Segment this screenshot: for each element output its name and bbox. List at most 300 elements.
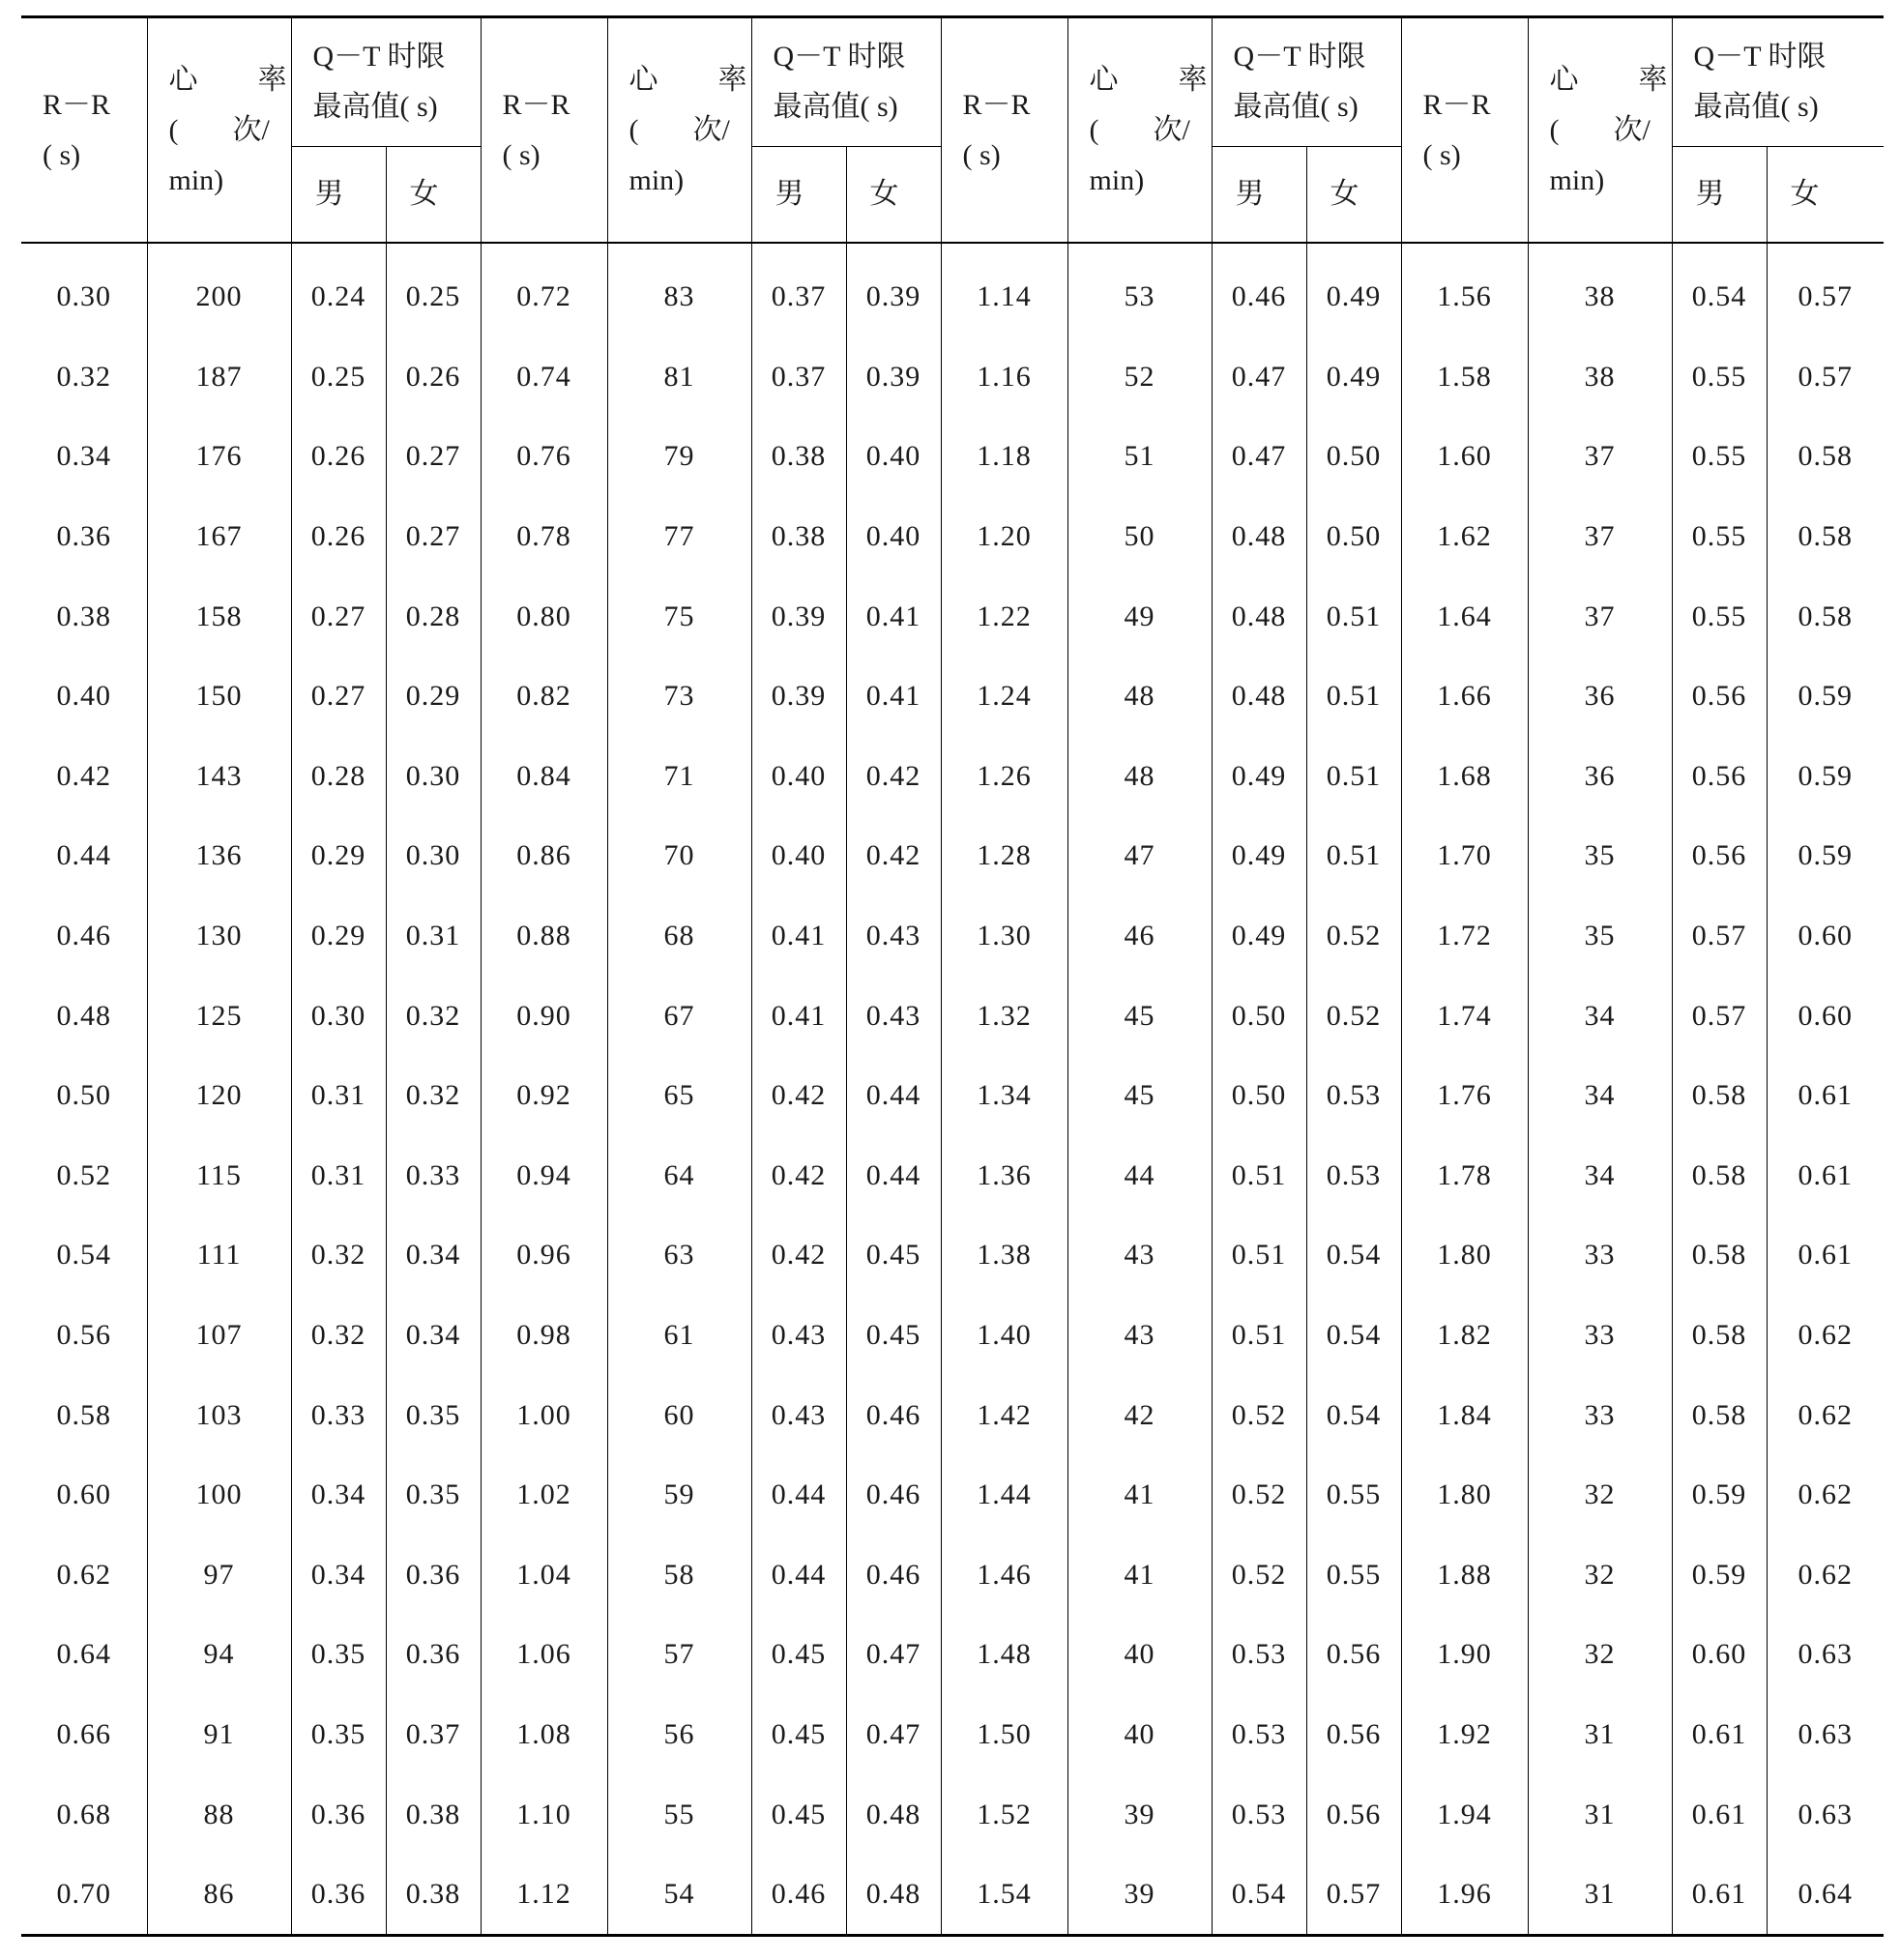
qt-female-cell: 0.62	[1798, 1558, 1854, 1591]
qt-female-cell: 0.53	[1306, 1136, 1401, 1216]
qt-interval-table	[21, 15, 1884, 1937]
table-row	[21, 1455, 1884, 1536]
heart-rate-cell: 187	[147, 337, 291, 418]
qt-male-cell: 0.61	[1672, 1855, 1767, 1936]
qt-male-cell: 0.56	[1672, 737, 1767, 817]
qt-max-header: Q－T 时限 最高值( s)	[291, 17, 481, 147]
heart-rate-cell: 64	[607, 1136, 751, 1216]
heart-rate-cell: 75	[607, 576, 751, 657]
rr-cell: 1.70	[1401, 816, 1528, 896]
qt-male-cell: 0.35	[291, 1615, 386, 1695]
rr-cell: 0.30	[21, 243, 147, 337]
qt-male-cell: 0.61	[1672, 1695, 1767, 1775]
qt-female-cell: 0.54	[1306, 1215, 1401, 1296]
qt-male-cell: 0.56	[1672, 657, 1767, 737]
qt-max-header: Q－T 时限 最高值( s)	[751, 17, 941, 147]
rr-cell: 0.86	[481, 816, 607, 896]
qt-male-cell: 0.34	[291, 1455, 386, 1536]
heart-rate-cell: 115	[147, 1136, 291, 1216]
rr-cell: 1.44	[941, 1455, 1067, 1536]
qt-male-cell: 0.36	[291, 1774, 386, 1855]
rr-cell: 1.02	[481, 1455, 607, 1536]
qt-female-cell: 0.50	[1306, 417, 1401, 497]
qt-female-cell: 0.25	[386, 243, 481, 337]
heart-rate-header: 心 率 ( 次/ min)	[147, 17, 291, 244]
qt-male-cell: 0.26	[291, 497, 386, 577]
qt-female-cell: 0.41	[846, 657, 941, 737]
heart-rate-cell: 83	[607, 243, 751, 337]
qt-male-cell: 0.58	[1672, 1136, 1767, 1216]
rr-cell: 1.10	[481, 1774, 607, 1855]
qt-male-cell: 0.27	[291, 657, 386, 737]
rr-cell: 1.76	[1401, 1056, 1528, 1136]
qt-male-cell: 0.59	[1672, 1455, 1767, 1536]
rr-cell: 1.08	[481, 1695, 607, 1775]
table-row	[21, 576, 1884, 657]
heart-rate-cell: 33	[1528, 1375, 1672, 1455]
heart-rate-cell: 73	[607, 657, 751, 737]
qt-male-cell: 0.56	[1672, 816, 1767, 896]
heart-rate-cell: 150	[147, 657, 291, 737]
female-header: 女	[1767, 147, 1884, 244]
qt-female-cell: 0.35	[386, 1375, 481, 1455]
qt-female-cell: 0.56	[1306, 1774, 1401, 1855]
qt-female-cell: 0.63	[1798, 1638, 1854, 1671]
qt-male-cell: 0.53	[1212, 1615, 1306, 1695]
heart-rate-cell: 61	[607, 1296, 751, 1376]
heart-rate-cell: 136	[147, 816, 291, 896]
female-header: 女	[386, 147, 481, 244]
qt-female-cell: 0.47	[846, 1615, 941, 1695]
qt-female-cell: 0.28	[386, 576, 481, 657]
qt-female-cell: 0.36	[386, 1536, 481, 1616]
qt-male-cell: 0.40	[751, 816, 846, 896]
rr-cell: 1.50	[941, 1695, 1067, 1775]
qt-male-cell: 0.40	[751, 737, 846, 817]
qt-male-cell: 0.48	[1212, 497, 1306, 577]
heart-rate-cell: 200	[147, 243, 291, 337]
heart-rate-header: 心 率 ( 次/ min)	[1528, 17, 1672, 244]
heart-rate-cell: 33	[1528, 1296, 1672, 1376]
heart-rate-cell: 47	[1067, 816, 1212, 896]
qt-female-cell: 0.42	[846, 816, 941, 896]
table-body	[21, 243, 1884, 1936]
female-header: 女	[846, 147, 941, 244]
qt-female-cell: 0.57	[1306, 1855, 1401, 1936]
rr-cell: 0.44	[21, 816, 147, 896]
rr-cell: 1.26	[941, 737, 1067, 817]
heart-rate-cell: 53	[1067, 243, 1212, 337]
qt-male-cell: 0.51	[1212, 1136, 1306, 1216]
qt-male-cell: 0.55	[1672, 497, 1767, 577]
heart-rate-cell: 31	[1528, 1855, 1672, 1936]
heart-rate-cell: 125	[147, 976, 291, 1056]
heart-rate-cell: 35	[1528, 896, 1672, 977]
table-row	[21, 497, 1884, 577]
qt-female-cell: 0.38	[386, 1855, 481, 1936]
rr-cell: 1.22	[941, 576, 1067, 657]
qt-female-cell: 0.54	[1306, 1296, 1401, 1376]
heart-rate-cell: 36	[1528, 737, 1672, 817]
qt-male-cell: 0.33	[291, 1375, 386, 1455]
heart-rate-cell: 81	[607, 337, 751, 418]
qt-female-cell: 0.56	[1306, 1695, 1401, 1775]
rr-cell: 0.56	[21, 1296, 147, 1376]
qt-female-cell: 0.52	[1306, 976, 1401, 1056]
qt-female-cell: 0.48	[846, 1774, 941, 1855]
qt-female-cell: 0.46	[846, 1536, 941, 1616]
heart-rate-cell: 37	[1528, 417, 1672, 497]
heart-rate-cell: 60	[607, 1375, 751, 1455]
qt-female-cell: 0.41	[846, 576, 941, 657]
rr-cell: 0.98	[481, 1296, 607, 1376]
qt-male-cell: 0.26	[291, 417, 386, 497]
qt-male-cell: 0.42	[751, 1056, 846, 1136]
qt-female-cell: 0.53	[1306, 1056, 1401, 1136]
qt-male-cell: 0.55	[1672, 337, 1767, 418]
table-row	[21, 737, 1884, 817]
qt-male-cell: 0.45	[751, 1695, 846, 1775]
heart-rate-cell: 51	[1067, 417, 1212, 497]
heart-rate-cell: 48	[1067, 657, 1212, 737]
qt-female-cell: 0.61	[1798, 1158, 1854, 1191]
heart-rate-cell: 38	[1528, 243, 1672, 337]
heart-rate-cell: 167	[147, 497, 291, 577]
qt-male-cell: 0.41	[751, 896, 846, 977]
qt-female-cell: 0.26	[386, 337, 481, 418]
rr-cell: 0.34	[21, 417, 147, 497]
heart-rate-cell: 32	[1528, 1615, 1672, 1695]
table-row	[21, 1536, 1884, 1616]
rr-cell: 0.88	[481, 896, 607, 977]
rr-cell: 0.70	[21, 1855, 147, 1936]
qt-male-cell: 0.42	[751, 1215, 846, 1296]
heart-rate-cell: 176	[147, 417, 291, 497]
qt-male-cell: 0.31	[291, 1056, 386, 1136]
qt-male-cell: 0.49	[1212, 816, 1306, 896]
qt-female-cell: 0.51	[1306, 657, 1401, 737]
qt-female-cell: 0.62	[1798, 1398, 1854, 1431]
table-row	[21, 816, 1884, 896]
heart-rate-cell: 54	[607, 1855, 751, 1936]
heart-rate-cell: 63	[607, 1215, 751, 1296]
male-header: 男	[291, 147, 386, 244]
heart-rate-cell: 130	[147, 896, 291, 977]
rr-cell: 1.24	[941, 657, 1067, 737]
rr-cell: 0.32	[21, 337, 147, 418]
qt-female-cell: 0.63	[1798, 1798, 1854, 1830]
rr-cell: 1.06	[481, 1615, 607, 1695]
rr-cell: 1.62	[1401, 497, 1528, 577]
qt-female-cell: 0.45	[846, 1296, 941, 1376]
rr-cell: 1.30	[941, 896, 1067, 977]
rr-cell: 1.68	[1401, 737, 1528, 817]
rr-cell: 1.90	[1401, 1615, 1528, 1695]
qt-male-cell: 0.54	[1672, 243, 1767, 337]
heart-rate-cell: 79	[607, 417, 751, 497]
qt-male-cell: 0.51	[1212, 1215, 1306, 1296]
rr-cell: 1.84	[1401, 1375, 1528, 1455]
qt-female-cell: 0.51	[1306, 816, 1401, 896]
heart-rate-cell: 91	[147, 1695, 291, 1775]
qt-male-cell: 0.46	[751, 1855, 846, 1936]
heart-rate-cell: 41	[1067, 1536, 1212, 1616]
qt-female-cell: 0.56	[1306, 1615, 1401, 1695]
qt-male-cell: 0.55	[1672, 576, 1767, 657]
rr-cell: 1.80	[1401, 1455, 1528, 1536]
rr-cell: 0.52	[21, 1136, 147, 1216]
rr-header: R－R ( s)	[941, 17, 1067, 244]
heart-rate-cell: 50	[1067, 497, 1212, 577]
rr-cell: 1.66	[1401, 657, 1528, 737]
heart-rate-cell: 40	[1067, 1695, 1212, 1775]
qt-male-cell: 0.37	[751, 243, 846, 337]
qt-female-cell: 0.46	[846, 1455, 941, 1536]
qt-female-cell: 0.55	[1306, 1536, 1401, 1616]
heart-rate-cell: 40	[1067, 1615, 1212, 1695]
rr-header: R－R ( s)	[21, 17, 147, 244]
qt-female-cell: 0.61	[1798, 1239, 1854, 1272]
qt-female-cell: 0.62	[1798, 1478, 1854, 1511]
qt-female-cell: 0.58	[1798, 520, 1854, 553]
qt-female-cell: 0.36	[386, 1615, 481, 1695]
qt-male-cell: 0.25	[291, 337, 386, 418]
heart-rate-cell: 56	[607, 1695, 751, 1775]
qt-male-cell: 0.60	[1672, 1615, 1767, 1695]
heart-rate-cell: 68	[607, 896, 751, 977]
rr-cell: 0.62	[21, 1536, 147, 1616]
qt-male-cell: 0.29	[291, 816, 386, 896]
qt-female-cell: 0.32	[386, 1056, 481, 1136]
table-row	[21, 976, 1884, 1056]
rr-cell: 1.04	[481, 1536, 607, 1616]
qt-female-cell: 0.42	[846, 737, 941, 817]
qt-male-cell: 0.57	[1672, 976, 1767, 1056]
qt-male-cell: 0.29	[291, 896, 386, 977]
rr-cell: 1.94	[1401, 1774, 1528, 1855]
qt-male-cell: 0.30	[291, 976, 386, 1056]
qt-female-cell: 0.33	[386, 1136, 481, 1216]
qt-male-cell: 0.48	[1212, 657, 1306, 737]
heart-rate-cell: 38	[1528, 337, 1672, 418]
qt-male-cell: 0.50	[1212, 976, 1306, 1056]
qt-female-cell: 0.29	[386, 657, 481, 737]
qt-female-cell: 0.34	[386, 1296, 481, 1376]
table-row	[21, 1774, 1884, 1855]
rr-cell: 0.72	[481, 243, 607, 337]
heart-rate-cell: 103	[147, 1375, 291, 1455]
heart-rate-cell: 45	[1067, 1056, 1212, 1136]
rr-cell: 1.32	[941, 976, 1067, 1056]
rr-cell: 1.54	[941, 1855, 1067, 1936]
qt-female-cell: 0.52	[1306, 896, 1401, 977]
qt-male-cell: 0.57	[1672, 896, 1767, 977]
heart-rate-cell: 32	[1528, 1455, 1672, 1536]
rr-cell: 0.46	[21, 896, 147, 977]
qt-female-cell: 0.58	[1798, 600, 1854, 632]
table-row	[21, 1296, 1884, 1376]
table-row	[21, 896, 1884, 977]
heart-rate-cell: 111	[147, 1215, 291, 1296]
qt-male-cell: 0.47	[1212, 337, 1306, 418]
qt-female-cell: 0.51	[1306, 576, 1401, 657]
qt-female-cell: 0.37	[386, 1695, 481, 1775]
heart-rate-cell: 55	[607, 1774, 751, 1855]
qt-female-cell: 0.34	[386, 1215, 481, 1296]
qt-male-cell: 0.58	[1672, 1215, 1767, 1296]
rr-cell: 0.58	[21, 1375, 147, 1455]
rr-cell: 0.68	[21, 1774, 147, 1855]
heart-rate-cell: 70	[607, 816, 751, 896]
qt-male-cell: 0.58	[1672, 1375, 1767, 1455]
qt-male-cell: 0.36	[291, 1855, 386, 1936]
qt-male-cell: 0.55	[1672, 417, 1767, 497]
heart-rate-cell: 77	[607, 497, 751, 577]
heart-rate-cell: 58	[607, 1536, 751, 1616]
table-row	[21, 1375, 1884, 1455]
qt-male-cell: 0.44	[751, 1536, 846, 1616]
qt-male-cell: 0.45	[751, 1615, 846, 1695]
male-header: 男	[1212, 147, 1306, 244]
heart-rate-cell: 65	[607, 1056, 751, 1136]
rr-cell: 0.66	[21, 1695, 147, 1775]
qt-female-cell: 0.38	[386, 1774, 481, 1855]
rr-cell: 1.48	[941, 1615, 1067, 1695]
qt-female-cell: 0.44	[846, 1136, 941, 1216]
heart-rate-cell: 33	[1528, 1215, 1672, 1296]
qt-female-cell: 0.39	[846, 337, 941, 418]
qt-female-cell: 0.61	[1798, 1079, 1854, 1112]
rr-cell: 1.14	[941, 243, 1067, 337]
qt-male-cell: 0.32	[291, 1296, 386, 1376]
qt-male-cell: 0.52	[1212, 1536, 1306, 1616]
heart-rate-cell: 32	[1528, 1536, 1672, 1616]
qt-male-cell: 0.49	[1212, 737, 1306, 817]
qt-female-cell: 0.54	[1306, 1375, 1401, 1455]
rr-cell: 1.40	[941, 1296, 1067, 1376]
qt-male-cell: 0.39	[751, 576, 846, 657]
heart-rate-cell: 45	[1067, 976, 1212, 1056]
qt-male-cell: 0.51	[1212, 1296, 1306, 1376]
qt-female-cell: 0.49	[1306, 243, 1401, 337]
rr-cell: 0.60	[21, 1455, 147, 1536]
rr-cell: 1.88	[1401, 1536, 1528, 1616]
heart-rate-cell: 43	[1067, 1215, 1212, 1296]
rr-cell: 1.78	[1401, 1136, 1528, 1216]
heart-rate-cell: 100	[147, 1455, 291, 1536]
heart-rate-cell: 48	[1067, 737, 1212, 817]
heart-rate-cell: 97	[147, 1536, 291, 1616]
rr-cell: 1.74	[1401, 976, 1528, 1056]
rr-cell: 0.82	[481, 657, 607, 737]
rr-header: R－R ( s)	[1401, 17, 1528, 244]
rr-cell: 0.36	[21, 497, 147, 577]
qt-male-cell: 0.39	[751, 657, 846, 737]
heart-rate-cell: 34	[1528, 976, 1672, 1056]
qt-female-cell: 0.57	[1798, 280, 1854, 313]
qt-max-header: Q－T 时限 最高值( s)	[1212, 17, 1401, 147]
rr-cell: 1.12	[481, 1855, 607, 1936]
rr-cell: 0.90	[481, 976, 607, 1056]
rr-cell: 0.78	[481, 497, 607, 577]
heart-rate-cell: 43	[1067, 1296, 1212, 1376]
heart-rate-header: 心 率 ( 次/ min)	[1067, 17, 1212, 244]
heart-rate-cell: 52	[1067, 337, 1212, 418]
heart-rate-cell: 44	[1067, 1136, 1212, 1216]
table-row	[21, 1615, 1884, 1695]
qt-female-cell: 0.43	[846, 976, 941, 1056]
heart-rate-cell: 39	[1067, 1855, 1212, 1936]
heart-rate-cell: 120	[147, 1056, 291, 1136]
rr-cell: 1.34	[941, 1056, 1067, 1136]
heart-rate-cell: 88	[147, 1774, 291, 1855]
rr-cell: 0.40	[21, 657, 147, 737]
heart-rate-cell: 143	[147, 737, 291, 817]
qt-male-cell: 0.41	[751, 976, 846, 1056]
qt-female-cell: 0.43	[846, 896, 941, 977]
heart-rate-cell: 37	[1528, 497, 1672, 577]
qt-female-cell: 0.50	[1306, 497, 1401, 577]
qt-female-cell: 0.63	[1798, 1717, 1854, 1750]
rr-cell: 1.60	[1401, 417, 1528, 497]
table-row	[21, 1695, 1884, 1775]
qt-female-cell: 0.40	[846, 497, 941, 577]
rr-cell: 0.54	[21, 1215, 147, 1296]
qt-female-cell: 0.59	[1798, 680, 1854, 713]
rr-cell: 1.64	[1401, 576, 1528, 657]
qt-male-cell: 0.58	[1672, 1056, 1767, 1136]
qt-female-cell: 0.48	[846, 1855, 941, 1936]
qt-female-cell: 0.30	[386, 737, 481, 817]
rr-cell: 1.28	[941, 816, 1067, 896]
qt-female-cell: 0.45	[846, 1215, 941, 1296]
rr-cell: 0.42	[21, 737, 147, 817]
table-row	[21, 1136, 1884, 1216]
rr-cell: 0.50	[21, 1056, 147, 1136]
male-header: 男	[751, 147, 846, 244]
rr-cell: 1.36	[941, 1136, 1067, 1216]
qt-female-cell: 0.62	[1798, 1319, 1854, 1352]
rr-header: R－R ( s)	[481, 17, 607, 244]
qt-male-cell: 0.44	[751, 1455, 846, 1536]
qt-male-cell: 0.54	[1212, 1855, 1306, 1936]
heart-rate-cell: 46	[1067, 896, 1212, 977]
heart-rate-cell: 59	[607, 1455, 751, 1536]
qt-female-cell: 0.32	[386, 976, 481, 1056]
rr-cell: 1.38	[941, 1215, 1067, 1296]
rr-cell: 1.20	[941, 497, 1067, 577]
qt-male-cell: 0.38	[751, 497, 846, 577]
qt-female-cell: 0.39	[846, 243, 941, 337]
heart-rate-cell: 31	[1528, 1695, 1672, 1775]
rr-cell: 1.46	[941, 1536, 1067, 1616]
heart-rate-cell: 34	[1528, 1136, 1672, 1216]
qt-female-cell: 0.59	[1798, 839, 1854, 872]
qt-female-cell: 0.49	[1306, 337, 1401, 418]
table-row	[21, 1056, 1884, 1136]
rr-cell: 1.52	[941, 1774, 1067, 1855]
rr-cell: 0.96	[481, 1215, 607, 1296]
rr-cell: 0.48	[21, 976, 147, 1056]
rr-cell: 0.74	[481, 337, 607, 418]
qt-male-cell: 0.49	[1212, 896, 1306, 977]
rr-cell: 0.94	[481, 1136, 607, 1216]
qt-male-cell: 0.50	[1212, 1056, 1306, 1136]
rr-cell: 0.92	[481, 1056, 607, 1136]
heart-rate-cell: 36	[1528, 657, 1672, 737]
rr-cell: 1.42	[941, 1375, 1067, 1455]
qt-male-cell: 0.27	[291, 576, 386, 657]
